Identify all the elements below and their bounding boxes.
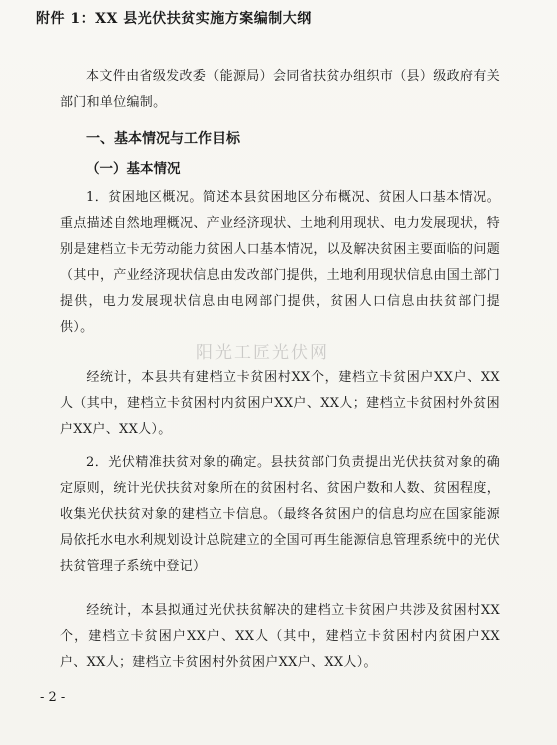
stat-2-paragraph <box>60 598 500 676</box>
section-heading-1: 一、基本情况与工作目标 <box>86 131 240 147</box>
item-2-text: 2．光伏精准扶贫对象的确定。县扶贫部门负责提出光伏扶贫对象的确定原则，统计光伏扶贫对象所在的贫困村名、贫困户数和人数、贫困程度，收集光伏扶贫对象的建档立卡信息。（最终各贫困户的信息均应在国家能源局依托水电水利规划设计总院建立的全国可再生能源信息管理系统中的光伏扶贫管理子系统中登记） <box>60 455 500 574</box>
item-2-paragraph <box>60 450 500 580</box>
page-number: - 2 - <box>40 690 66 705</box>
subsection-heading-1: （一）基本情况 <box>86 161 181 177</box>
stat-2-text: 经统计，本县拟通过光伏扶贫解决的建档立卡贫困户共涉及贫困村XX个，建档立卡贫困户XX户、XX人（其中，建档立卡贫困村内贫困户XX户、XX人；建档立卡贫困村外贫困户XX户、XX人）。 <box>60 603 500 670</box>
intro-text: 本文件由省级发改委（能源局）会同省扶贫办组织市（县）级政府有关部门和单位编制。 <box>60 69 500 110</box>
stat-1-text: 经统计，本县共有建档立卡贫困村XX个，建档立卡贫困户XX户、XX人（其中，建档立卡贫困村内贫困户XX户、XX人；建档立卡贫困村外贫困户XX户、XX人）。 <box>60 370 500 437</box>
document-title: 附件 1：XX 县光伏扶贫实施方案编制大纲 <box>36 11 312 27</box>
watermark: 阳光工匠光伏网 <box>196 343 329 363</box>
item-1-text: 1．贫困地区概况。简述本县贫困地区分布概况、贫困人口基本情况。重点描述自然地理概况、产业经济现状、土地利用现状、电力发展现状，特别是建档立卡无劳动能力贫困人口基本情况，以及解决贫困主要面临的问题（其中，产业经济现状信息由发改部门提供，土地利用现状信息由国土部门提供，电力发展现状信息由电网部门提供，贫困人口信息由扶贫部门提供）。 <box>60 190 500 335</box>
stat-1-paragraph <box>60 365 500 443</box>
intro-paragraph <box>60 64 500 116</box>
item-1-paragraph <box>60 185 500 341</box>
